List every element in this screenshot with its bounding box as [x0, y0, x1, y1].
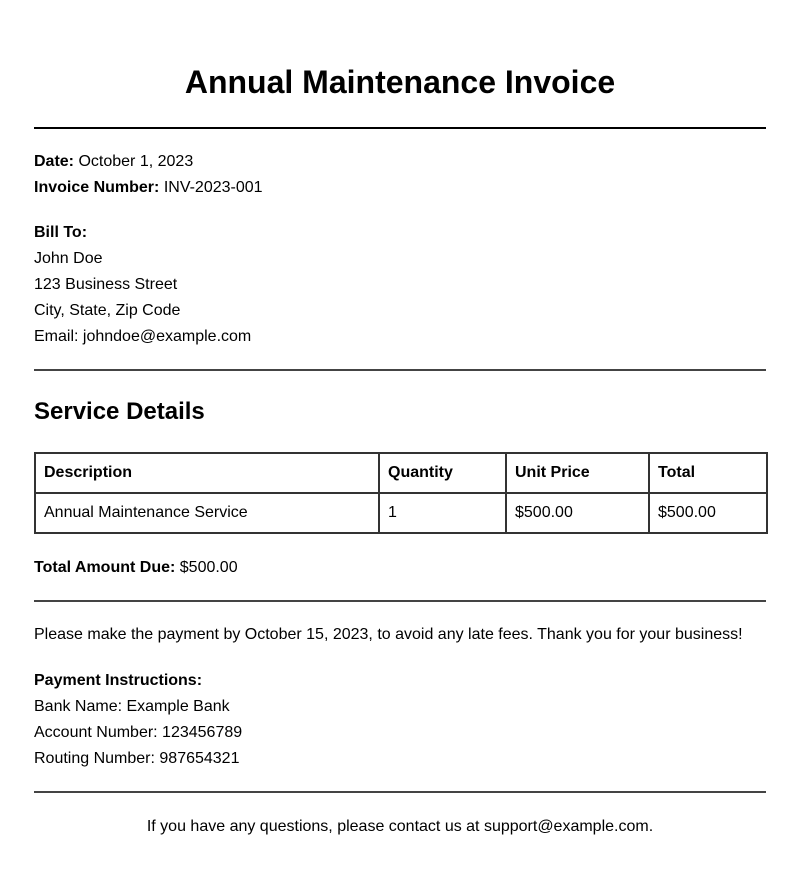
- invoice-number-value: INV-2023-001: [163, 179, 263, 196]
- account-number: Account Number: 123456789: [34, 724, 243, 741]
- invoice-meta: [34, 149, 766, 201]
- invoice-number: [34, 175, 766, 201]
- routing-number: Routing Number: 987654321: [34, 750, 240, 767]
- bill-to-name: John Doe: [34, 250, 103, 267]
- bill-to-divider: [34, 369, 766, 371]
- cell-total: $500.00: [649, 493, 767, 533]
- bill-to-street: 123 Business Street: [34, 276, 178, 293]
- column-header-description: Description: [35, 453, 379, 493]
- service-table: [34, 452, 768, 534]
- invoice-page: [34, 0, 766, 840]
- payment-instructions-block: [34, 668, 766, 772]
- service-details-title: Service Details: [34, 398, 205, 425]
- total-amount-label: Total Amount Due:: [34, 559, 176, 576]
- invoice-date-value: October 1, 2023: [78, 153, 194, 170]
- bill-to-email: Email: johndoe@example.com: [34, 328, 252, 345]
- table-row: [35, 493, 767, 533]
- bank-name: Bank Name: Example Bank: [34, 698, 230, 715]
- total-divider: [34, 600, 766, 602]
- bill-to-block: [34, 220, 766, 350]
- title-divider: [34, 127, 766, 129]
- column-header-unit-price: Unit Price: [506, 453, 649, 493]
- invoice-number-label: Invoice Number:: [34, 179, 160, 196]
- total-amount-due: [34, 555, 766, 581]
- cell-unit-price: $500.00: [506, 493, 649, 533]
- table-header-row: [35, 453, 767, 493]
- column-header-total: Total: [649, 453, 767, 493]
- payment-note: Please make the payment by October 15, 2023, to avoid any late fees. Thank you for your business!: [34, 626, 743, 643]
- invoice-date-label: Date:: [34, 153, 75, 170]
- footer-divider: [34, 791, 766, 793]
- payment-instructions-label: Payment Instructions:: [34, 672, 203, 689]
- invoice-date: [34, 149, 766, 175]
- footer-contact: If you have any questions, please contact us at support@example.com.: [146, 818, 654, 835]
- cell-description: Annual Maintenance Service: [35, 493, 379, 533]
- page-title: Annual Maintenance Invoice: [184, 64, 616, 100]
- column-header-quantity: Quantity: [379, 453, 506, 493]
- bill-to-city: City, State, Zip Code: [34, 302, 181, 319]
- total-amount-value: $500.00: [179, 559, 238, 576]
- cell-quantity: 1: [379, 493, 506, 533]
- bill-to-label: Bill To:: [34, 224, 88, 241]
